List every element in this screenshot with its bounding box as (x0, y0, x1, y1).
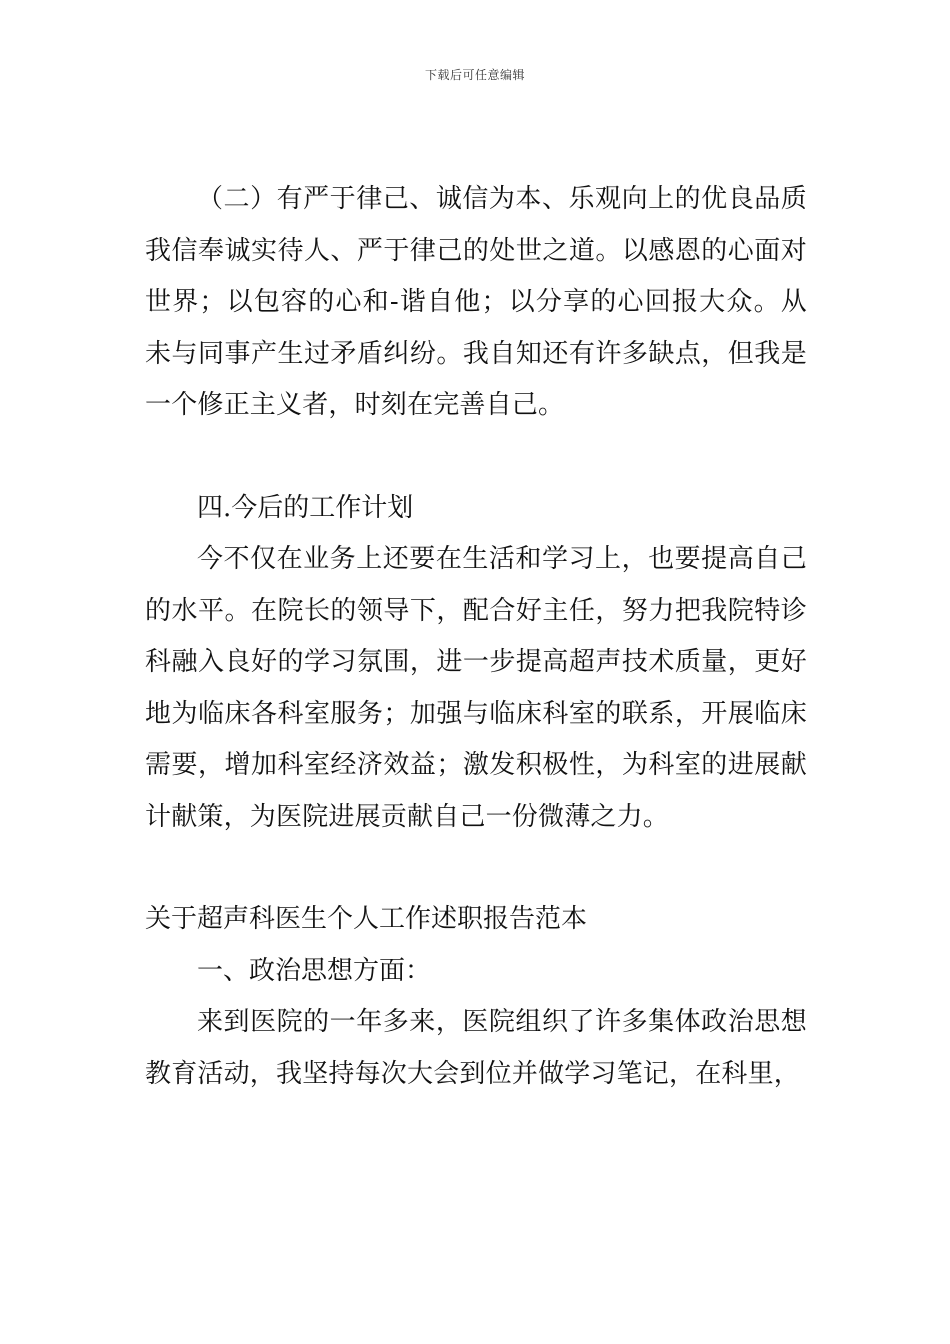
paragraph-plan: 今不仅在业务上还要在生活和学习上，也要提高自己的水平。在院长的领导下，配合好主任，努力把我院特诊科融入良好的学习氛围，进一步提高超声技术质量，更好地为临床各科室服务；加强与临床科室的联系，开展临床需要，增加科室经济效益；激发积极性，为科室的进展献计献策，为医院进展贡献自己一份微薄之力。 (145, 544, 807, 832)
section-heading-politics: 一、政治思想方面： (197, 955, 432, 986)
paragraph-politics: 来到医院的一年多来，医院组织了许多集体政治思想教育活动，我坚持每次大会到位并做学习笔记，在科里， (145, 1007, 807, 1089)
paragraph-quality: （二）有严于律己、诚信为本、乐观向上的优良品质我信奉诚实待人、严于律己的处世之道。以感恩的心面对世界；以包容的心和-谐自他；以分享的心回报大众。从未与同事产生过矛盾纠纷。我自知还有许多缺点，但我是一个修正主义者，时刻在完善自己。 (145, 184, 807, 420)
section-heading-plan: 四.今后的工作计划 (197, 492, 414, 523)
document-title: 关于超声科医生个人工作述职报告范本 (145, 904, 588, 934)
document-body (145, 174, 807, 1100)
page-header-note: 下载后可任意编辑 (424, 68, 525, 82)
